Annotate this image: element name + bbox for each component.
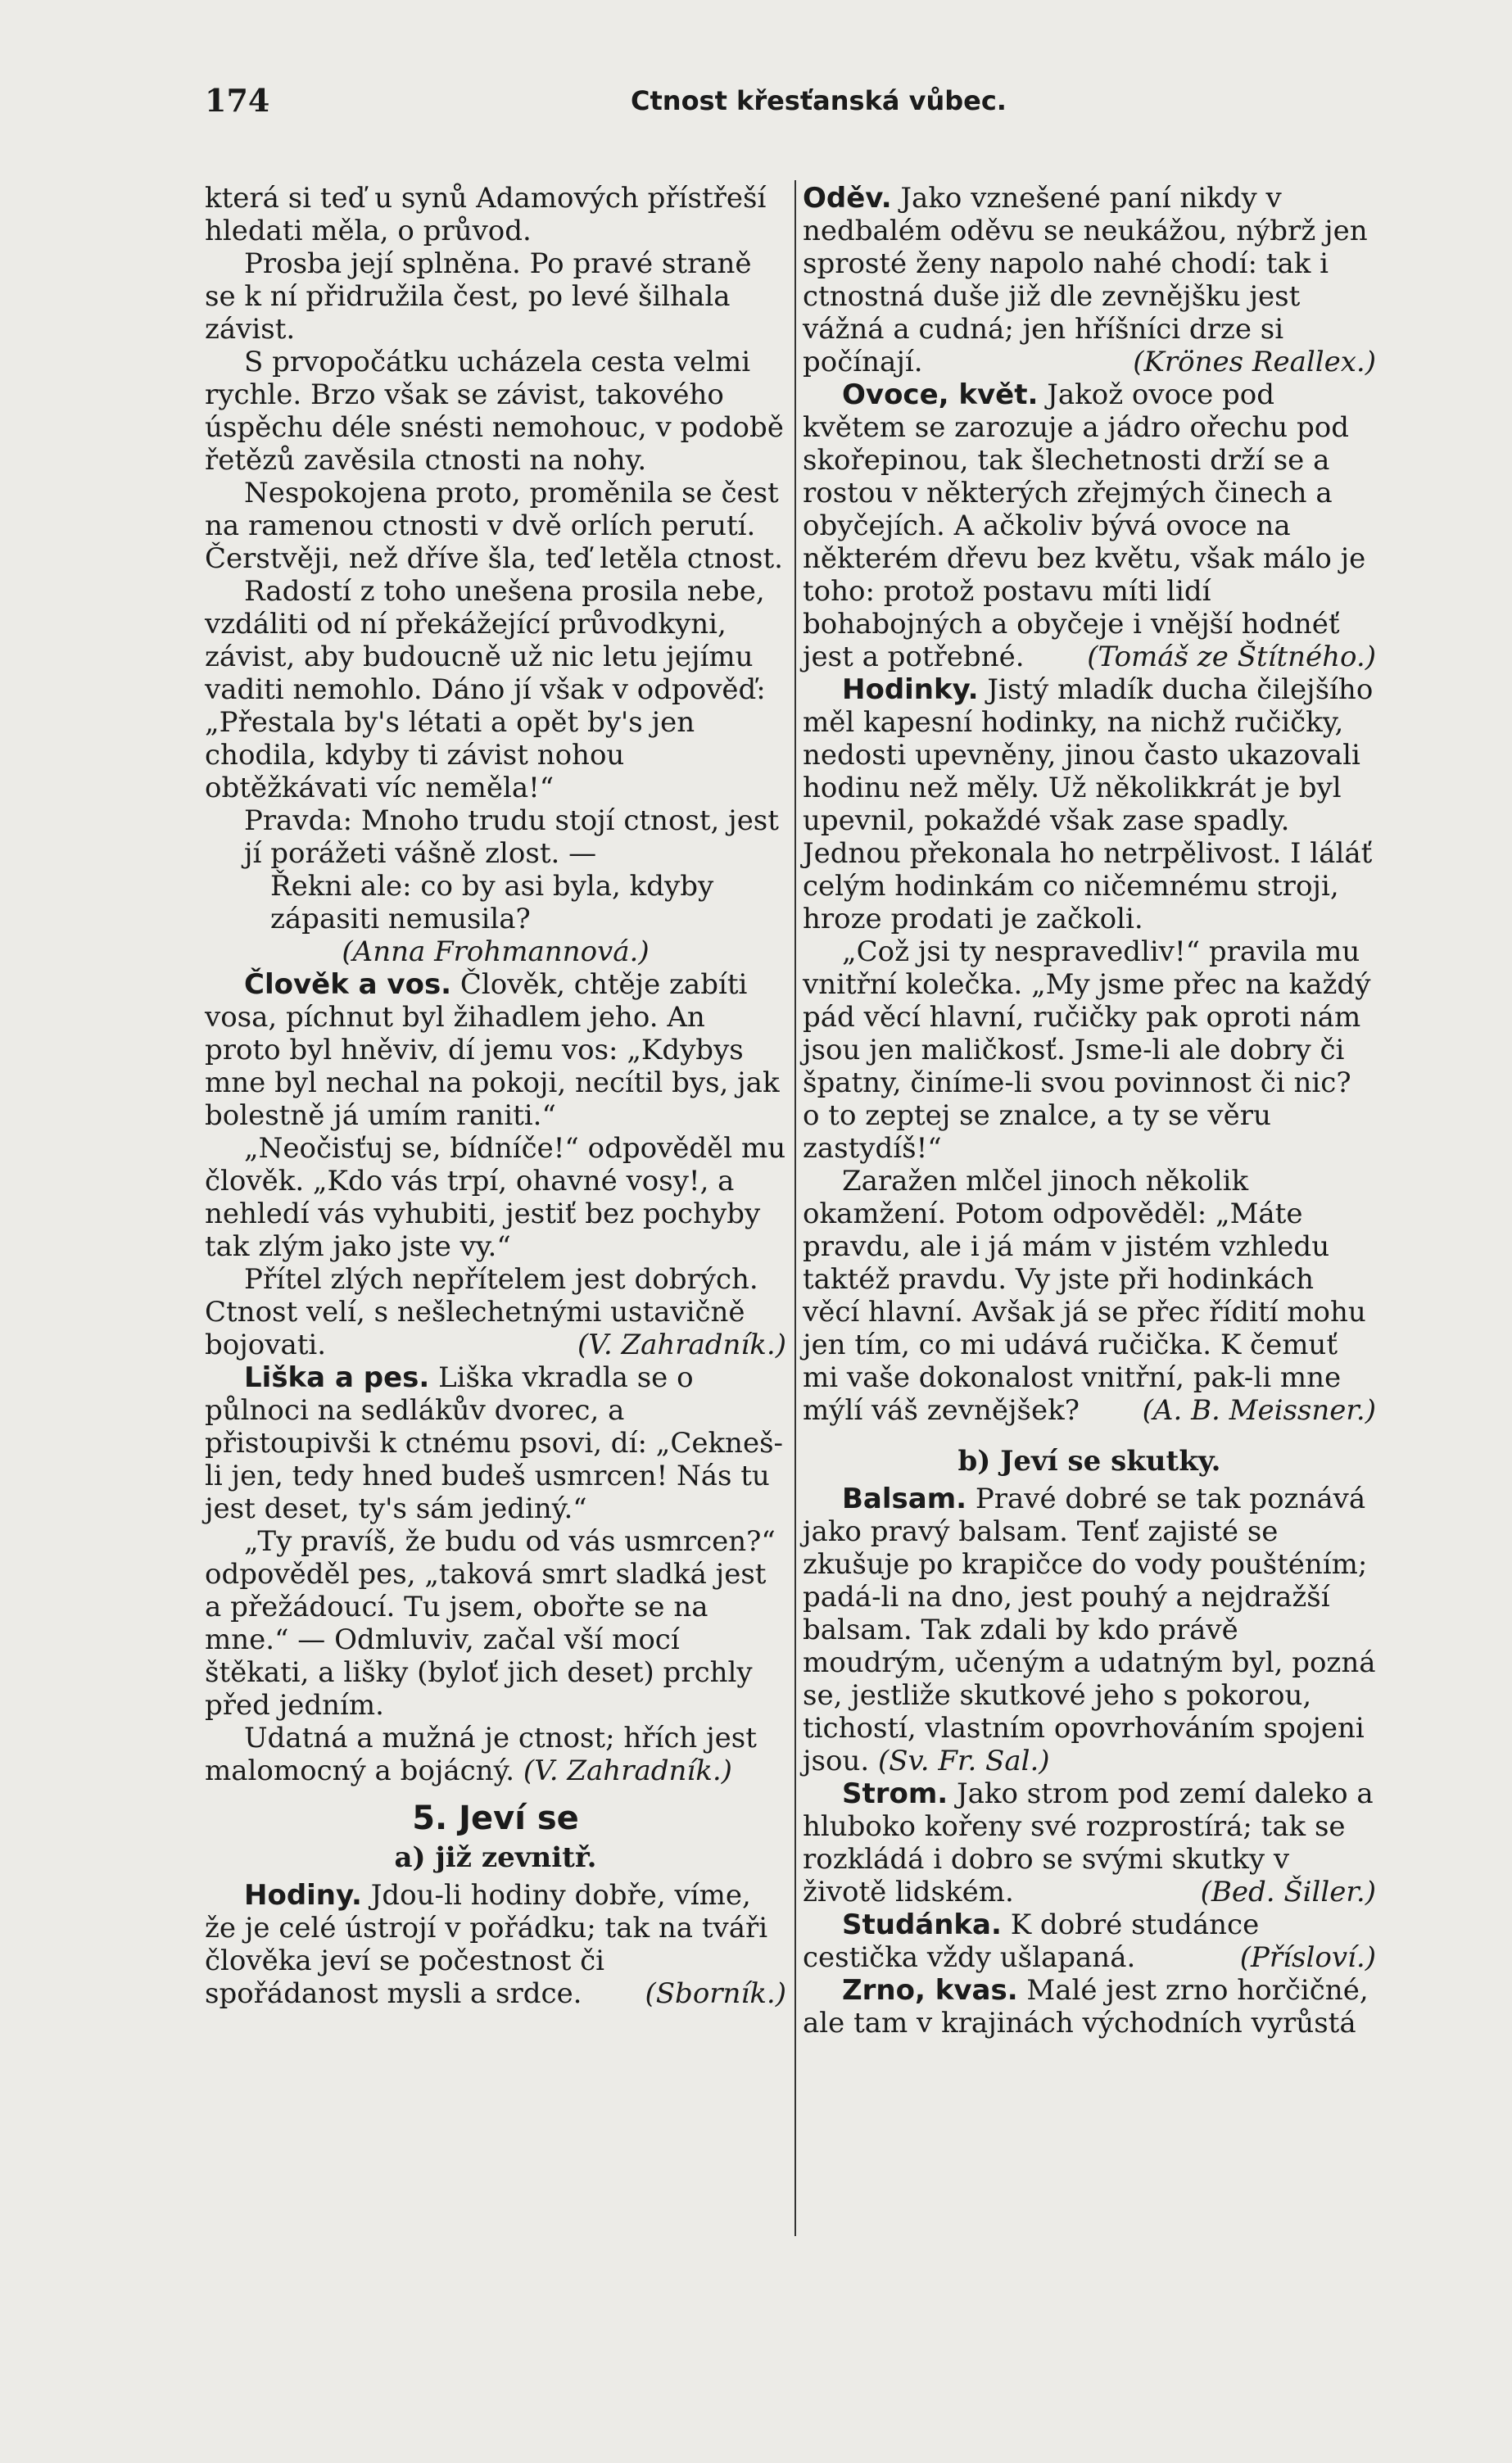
entry-keyword: Ovoce, květ.	[842, 378, 1039, 411]
entry-text: Jako vznešené paní nikdy v nedbalém oděvu se neukážou, nýbrž jen sprosté ženy napolo nahé chodí: tak i ctnostná duše již dle zevnějšku jest vážná a cudná; jen hříšníci drze si počínají.	[803, 182, 1368, 378]
paragraph: Nespokojena proto, proměnila se čest na ramenou ctnosti v dvě orlích perutí. Čerstvěji, než dříve šla, teď letěla ctnost.	[205, 477, 783, 575]
author-name: (V. Zahradník.)	[577, 1329, 786, 1361]
entry-keyword: Hodiny.	[244, 1879, 362, 1912]
paragraph: S prvopočátku ucházela cesta velmi rychle. Brzo však se závist, takového úspěchu déle snésti nemohouc, v podobě řetězů zavěsila ctnosti na nohy.	[205, 346, 784, 477]
entry-keyword: Oděv.	[803, 182, 892, 215]
paragraph	[803, 378, 1376, 673]
author-name: (Sv. Fr. Sal.)	[877, 1745, 1050, 1777]
author-name: (Tomáš ze Štítného.)	[1087, 641, 1376, 673]
entry-text: K dobré studánce cestička vždy ušlapaná.	[803, 1908, 1260, 1974]
entry-text: Pravé dobré se tak poznává jako pravý balsam. Tenť zajisté se zkušuje po krapičce do vody poušténím; padá-li na dno, jest pouhý a nejdražší balsam. Tak zdali by kdo právě moudrým, učeným a udatným byl, pozná se, jestliže skutkové jeho s pokorou, tichostí, vlastním opovrhováním spojeni jsou.	[803, 1483, 1376, 1777]
author-name: (Sborník.)	[645, 1977, 786, 2010]
right-column	[803, 182, 1376, 2040]
entry-text: Přítel zlých nepřítelem jest dobrých. Ctnost velí, s nešlechetnými ustavičně bojovati.	[205, 1263, 758, 1361]
paragraph	[803, 1165, 1376, 1427]
verse-line: Pravda: Mnoho trudu stojí ctnost, jest jí porážeti vášně zlost. —	[244, 804, 779, 870]
paragraph	[803, 1974, 1376, 2040]
author-name: (V. Zahradník.)	[523, 1754, 732, 1787]
column-divider	[794, 180, 796, 2236]
entry-text: Člověk, chtěje zabíti vosa, píchnut byl žihadlem jeho. An proto byl hněviv, dí jemu vos: „Kdybys mne byl nechal na pokoji, necítil bys, jak bolestně já umím raniti.“	[205, 968, 780, 1132]
entry-text: Jistý mladík ducha čilejšího měl kapesní hodinky, na nichž ručičky, nedosti upevněny, jinou často ukazovali hodinu než měly. Už několikkrát je byl upevnil, pokaždé však zase spadly. Jednou překonala ho netrpělivost. I láláť celým hodinkám co ničemnému stroji, hroze prodati je začkoli.	[803, 673, 1374, 935]
paragraph: která si teď u synů Adamových přístřeší hledati měla, o průvod.	[205, 182, 767, 247]
entry-keyword: Hodinky.	[842, 673, 979, 706]
paragraph	[803, 182, 1376, 378]
entry-text: Udatná a mužná je ctnost; hřích jest malomocný a bojácný.	[205, 1722, 757, 1787]
paragraph	[803, 1777, 1376, 1908]
entry-text: Malé jest zrno horčičné, ale tam v krajinách východních vyrůstá	[803, 1974, 1369, 2040]
entry-text: Jako strom pod zemí daleko a hluboko kořeny své rozprostírá; tak se rozkládá i dobro se svými skutky v životě lidském.	[803, 1777, 1374, 1908]
verse-line: Řekni ale: co by asi byla, kdyby zápasiti nemusila?	[270, 870, 714, 935]
entry-keyword: Balsam.	[842, 1483, 967, 1515]
left-column	[205, 182, 786, 2010]
author-name: (Bed. Šiller.)	[1200, 1876, 1376, 1908]
paragraph	[205, 1263, 786, 1361]
entry-keyword: Studánka.	[842, 1908, 1002, 1941]
paragraph	[803, 673, 1376, 935]
paragraph	[803, 1908, 1376, 1974]
author-name: (Anna Frohmannová.)	[342, 935, 650, 968]
entry-keyword: Člověk a vos.	[244, 968, 452, 1001]
paragraph: „Což jsi ty nespravedliv!“ pravila mu vnitřní kolečka. „My jsme přec na každý pád věcí hlavní, ručičky pak oproti nám jsou jen maličkosť. Jsme-li ale dobry či špatny, činíme-li svou povinnost či nic? o to zeptej se znalce, a ty se věru zastydíš!“	[803, 935, 1371, 1165]
entry-text: Jdou-li hodiny dobře, víme, že je celé ústrojí v pořádku; tak na tváři člověka jeví se počestnost či spořádanost mysli a srdce.	[205, 1879, 768, 2010]
paragraph: „Ty pravíš, že budu od vás usmrcen?“ odpověděl pes, „taková smrt sladká jest a přežádoucí. Tu jsem, obořte se na mne.“ — Odmluviv, začal vší mocí štěkati, a lišky (byloť jich deset) prchly před jedním.	[205, 1525, 776, 1722]
entry-text: Jakož ovoce pod květem se zarozuje a jádro ořechu pod skořepinou, tak šlechetnosti drží se a rostou v některých zřejmých činech a obyčejích. A ačkoliv bývá ovoce na některém dřevu bez květu, však málo je toho: protož postavu míti lidí bohabojných a obyčeje i vnější hodnéť jest a potřebné.	[803, 378, 1366, 673]
section-heading: 5. Jeví se	[412, 1800, 579, 1837]
paragraph: Radostí z toho unešena prosila nebe, vzdáliti od ní překážející průvodkyni, závist, aby budoucně už nic letu jejímu vaditi nemohlo. Dáno jí však v odpověď: „Přestala by's létati a opět by's jen chodila, kdyby ti závist nohou obtěžkávati víc neměla!“	[205, 575, 766, 804]
paragraph	[205, 1722, 786, 1787]
page-number: 174	[205, 82, 270, 119]
paragraph	[803, 1483, 1376, 1777]
paragraph	[205, 1879, 786, 2010]
paragraph: „Neočisťuj se, bídníče!“ odpověděl mu člověk. „Kdo vás trpí, ohavné vosy!, a nehledí vás vyhubiti, jestiť bez pochyby tak zlým jako jste vy.“	[205, 1132, 786, 1263]
page-header	[205, 82, 1392, 131]
paragraph	[205, 1361, 786, 1525]
author-name: (A. B. Meissner.)	[1142, 1394, 1376, 1427]
subsection-heading: a) již zevnitř.	[394, 1841, 597, 1874]
attribution	[205, 935, 786, 968]
entry-keyword: Liška a pes.	[244, 1361, 430, 1394]
running-title: Ctnost křesťanská vůbec.	[631, 85, 1007, 116]
entry-keyword: Zrno, kvas.	[842, 1974, 1018, 2007]
entry-keyword: Strom.	[842, 1777, 948, 1810]
entry-text: Zaražen mlčel jinoch několik okamžení. Potom odpověděl: „Máte pravdu, ale i já mám v jistém vzhledu taktéž pravdu. Vy jste při hodinkách věcí hlavní. Avšak já se přec řídití mohu jen tím, co mi udává ručička. K čemuť mi vaše dokonalost vnitřní, pak-li mne mýlí váš zevnějšek?	[803, 1165, 1366, 1427]
author-name: (Krönes Reallex.)	[1133, 346, 1376, 378]
subsection-heading: b) Jeví se skutky.	[957, 1445, 1221, 1478]
author-name: (Přísloví.)	[1239, 1941, 1376, 1974]
paragraph: Prosba její splněna. Po pravé straně se k ní přidružila čest, po levé šilhala závist.	[205, 247, 752, 346]
entry-text: Liška vkradla se o půlnoci na sedlákův dvorec, a přistoupivši k ctnému psovi, dí: „Cekneš-li jen, tedy hned budeš usmrcen! Nás tu jest deset, ty's sám jediný.“	[205, 1361, 784, 1525]
paragraph	[205, 968, 786, 1132]
spacer	[803, 1427, 1376, 1440]
